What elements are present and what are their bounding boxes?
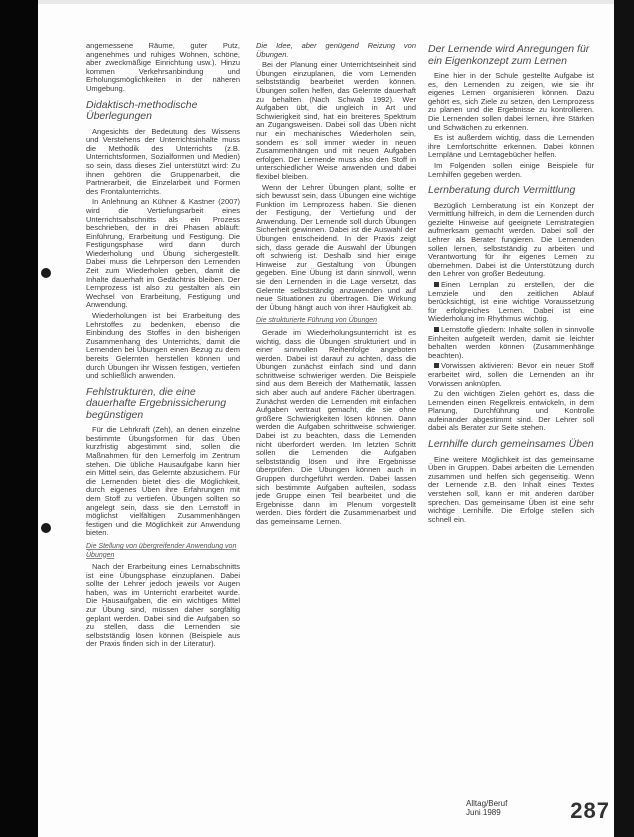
bullet-text: Vorwissen aktivieren: Bevor ein neuer Stoff erarbeitet wird, sollen die Lernenden an ihr Vorwissen anknüpfen. [428,361,594,388]
bullet-text: Einen Lernplan zu erstellen, der die Lernziele und den zeitlichen Ablauf berücksichtigt, ist eine wichtige Voraussetzung für erfolgreiches Lernen. Dabei ist eine Wiederholung im Rhythmus wichtig. [428,279,594,324]
paragraph: Gerade im Wiederholungsunterricht ist es wichtig, dass die Übungen strukturiert und in einer sinnvollen Reihenfolge angeboten werden. Dabei ist darauf zu achten, dass die Übungen zunächst einfach sind und dann schrittweise schwieriger werden. Die Beispiele sind aus dem Bereich der Mathematik, lassen sich aber auch auf andere Fächer übertragen. Zunächst werden die Lernenden mit einfachen Aufgaben vertraut gemacht, die sie ohne größere Schwierigkeiten lösen können. Dann werden die Aufgaben schrittweise schwieriger. Dabei ist zu beachten, dass die Lernenden nicht überfordert werden. Im letzten Schritt sollen die Lernenden die Aufgaben selbstständig lösen und ihre Ergebnisse überprüfen. Die Übungen können auch in Gruppen durchgeführt werden. Dabei lassen sich bestimmte Aufgaben aufteilen, sodass jede Gruppe einen Teil bearbeitet und die Ergebnisse dann im Plenum vorgestellt werden. Dies fördert die Zusammenarbeit und das gemeinsame Lernen. [256,327,416,526]
subsection-heading: Die strukturierte Führung von Übungen [256,317,378,325]
section-heading: Lernhilfe durch gemeinsames Üben [428,438,594,451]
bullet-text: Lernstoffe gliedern: Inhalte sollen in sinnvolle Einheiten aufgeteilt werden, damit sie leichter behalten werden können (Zusammenhänge beachten). [428,324,594,360]
paragraph: Für die Lehrkraft (Zeh), an denen einzelne bestimmte Übungsformen für das Üben kurzfristig abgestimmt sind, sollen die Maßnahmen für den Lernerfolg im Zentrum stehen. Die übliche Hausaufgabe kann hier ein Mittel sein, das Gelernte abzusichern. Für die Lernenden bietet dies die Möglichkeit, durch eigenes Üben ihre Erfahrungen mit dem Stoff zu vertiefen. Übungen sollten so angelegt sein, dass sie den Lernstoff in möglichst vielfältigen Zusammenhängen festigen und die Möglichkeit zur Anwendung bieten. [86,425,240,538]
scan-border-top [38,0,614,4]
paragraph: Zu den wichtigen Zielen gehört es, dass die Lernenden einen Regelkreis entwickeln, in dem Planung, Durchführung und Kontrolle aufeinander abgestimmt sind. Der Lehrer soll dabei als Berater zur Seite stehen. [428,389,594,433]
journal-name: Alltag/Beruf [466,799,508,808]
column-middle [256,42,416,772]
bullet-square-icon [434,327,439,332]
section-heading: Der Lernende wird Anregungen für ein Eigenkonzept zum Lernen [428,43,590,67]
bullet-item [428,362,594,388]
section-heading: Didaktisch-methodische Überlegungen [86,98,198,123]
paragraph: Es ist außerdem wichtig, dass die Lernenden ihre Lernfortschritte erkennen. Dabei können Lernpläne und Lerntagebücher helfen. [428,133,594,160]
paragraph: In Anlehnung an Kühner & Kastner (2007) wird die Vertiefungsarbeit eines Unterrichtsabschnitts als ein Prozess beschrieben, der in drei Phasen abläuft: Einführung, Erarbeitung und Festigung. Die Festigungsphase wird dann durch Wiederholung und Übung sichergestellt. Dabei muss die Lehrperson den Lernenden Zeit zum Wiederholen geben, damit die Inhalte dauerhaft im Gedächtnis bleiben. Der Lernprozess ist also zu gestalten als ein Wechsel von Erarbeitung, Festigung und Anwendung. [86,197,240,310]
punch-hole [41,523,51,533]
paragraph: Wenn der Lehrer Übungen plant, sollte er sich bewusst sein, dass Übungen eine wichtige Funktion im Lernprozess haben. Sie dienen der Festigung, der Vertiefung und der Anwendung. Der Lernende soll durch Übungen Sicherheit gewinnen. Dabei ist die Auswahl der Übungen entscheidend. In der Praxis zeigt sich, dass gerade die Auswahl der Übungen oft schwierig ist. Deshalb sind hier einige Hinweise zur Gestaltung von Übungen gegeben. Eine Übung ist dann sinnvoll, wenn sie den Lernenden in die Lage versetzt, das Gelernte selbstständig anzuwenden und auf neue Situationen zu übertragen. Die Wirkung der Übung hängt auch von ihrer Häufigkeit ab. [256,182,416,312]
issue-date: Juni 1989 [466,808,501,817]
journal-info [466,799,546,817]
paragraph: Die Idee, aber genügend Reizung von Übungen. [256,42,416,59]
page-number: 287 [570,798,610,823]
paragraph: Wiederholungen ist bei Erarbeitung des Lehrstoffes zu bedenken, ebenso die Einbindung des Stoffes in den bisherigen Zusammenhang des Unterrichts, damit die Lernenden bei Übungen einen Bezug zu dem bereits Gelernten herstellen können und durch Übungen ihr Wissen festigen, vertiefen und schließlich anwenden. [86,311,240,381]
paragraph: Bei der Planung einer Unterrichtseinheit sind Übungen einzuplanen, die vom Lernenden selbstständig bearbeitet werden können. Übungen sollen helfen, das Gelernte dauerhaft zu behalten (Nach Schwab 1992). Wer Aufgaben übt, die ungleich in Art und Schwierigkeit sind, hat ein breiteres Spektrum an Zugangsweisen. Dabei soll das Üben nicht nur ein mechanisches Wiederholen sein, sondern es soll immer wieder in neuen Zusammenhängen und mit neuen Aufgaben erfolgen. Der Lernende muss also den Stoff in unterschiedlicher Weise anwenden und dabei flexibel bleiben. [256,60,416,181]
bullet-item [428,281,594,324]
paragraph: angemessene Räume, guter Putz, angenehmes und ruhiges Wohnen, schöne, aber zweckmäßige Einrichtung usw.). Hinzu kommen Verkehrsanbindung und Erholungsmöglichkeiten in der näheren Umgebung. [86,42,240,93]
paragraph: Im Folgenden sollen einige Beispiele für Lernhilfen gegeben werden. [428,160,594,179]
bullet-item [428,326,594,360]
bullet-square-icon [434,282,439,287]
paragraph: Bezüglich Lernberatung ist ein Konzept der Vermittlung hilfreich, in dem die Lernenden durch gezielte Hinweise auf geeignete Lernstrategien aufmerksam gemacht werden. Dabei soll der Lehrer als Berater fungieren. Die Lernenden sollen lernen, selbstständig zu arbeiten und Verantwortung für ihr eigenes Lernen zu übernehmen. Dabei ist die Unterstützung durch den Lehrer von großer Bedeutung. [428,200,594,279]
scan-border-left [0,0,38,837]
paragraph: Nach der Erarbeitung eines Lernabschnitts ist eine Übungsphase einzuplanen. Dabei sollte der Lehrer jedoch jeweils vor Augen haben, was im Unterricht erarbeitet wurde. Die Hausaufgaben, die ein wichtiges Mittel zur Übung sind, müssen daher sorgfältig geplant werden. Dabei sind die Aufgaben so zu stellen, dass die Lernenden sie selbstständig lösen können (Beispiele aus der Praxis finden sich in der Literatur). [86,562,240,649]
punch-hole [41,268,51,278]
section-heading: Fehlstrukturen, die eine dauerhafte Ergebnissicherung begünstigen [86,385,227,421]
paragraph: Eine hier in der Schule gestellte Aufgabe ist es, den Lernenden zu zeigen, wie sie ihr eigenes Lernen organisieren können. Dazu gehört es, sich Ziele zu setzen, den Lernprozess zu planen und die Ergebnisse zu kontrollieren. Die Lernenden sollen dabei lernen, ihre Stärken und Schwächen zu erkennen. [428,71,594,132]
bullet-square-icon [434,363,439,368]
subsection-heading: Die Stellung von übergreifender Anwendung von Übungen [86,543,237,559]
column-right [428,42,594,772]
paragraph: Eine weitere Möglichkeit ist das gemeinsame Üben in Gruppen. Dabei arbeiten die Lernenden zusammen und helfen sich gegenseitig. Wenn der Lernende z.B. den Inhalt eines Textes verstehen soll, kann er mit anderen darüber sprechen. Das gemeinsame Üben ist eine sehr wichtige Lernhilfe. Die Erfolge stellen sich schnell ein. [428,454,594,524]
paragraph: Angesichts der Bedeutung des Wissens und Verstehens der Unterrichtsinhalte muss die Methodik des Unterrichts (z.B. Unterrichtsformen, Sozialformen und Medien) so sein, dass dieses Ziel unterstützt wird: Zu ihnen gehören die Gruppenarbeit, die Partnerarbeit, die Einzelarbeit und Formen des Frontalunterrichts. [86,126,240,196]
section-heading: Lernberatung durch Vermittlung [428,184,576,197]
scan-border-right [614,0,634,837]
page-footer [460,793,610,823]
column-left [86,42,240,772]
